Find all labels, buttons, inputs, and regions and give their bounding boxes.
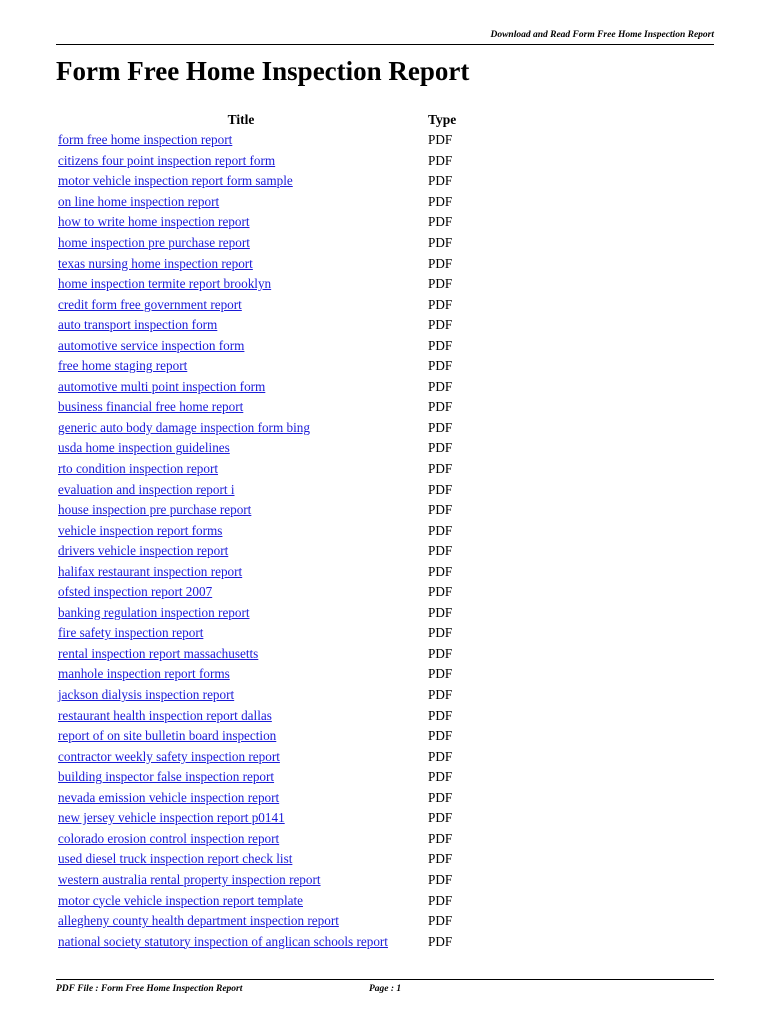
table-row <box>56 315 456 336</box>
column-header-type: Type <box>428 112 457 127</box>
title-cell <box>56 705 426 726</box>
table-row <box>56 561 456 582</box>
file-type-label: PDF <box>428 502 453 518</box>
table-row <box>56 294 456 315</box>
file-type-label: PDF <box>428 132 453 148</box>
document-link[interactable]: banking regulation inspection report <box>58 604 250 620</box>
table-row <box>56 603 456 624</box>
document-link[interactable]: home inspection termite report brooklyn <box>58 276 272 292</box>
document-link[interactable]: jackson dialysis inspection report <box>58 687 235 703</box>
document-link[interactable]: manhole inspection report forms <box>58 666 230 682</box>
title-cell <box>56 294 426 315</box>
file-type-label: PDF <box>428 419 453 435</box>
title-cell <box>56 459 426 480</box>
table-row <box>56 130 456 151</box>
file-type-label: PDF <box>428 789 453 805</box>
document-link[interactable]: fire safety inspection report <box>58 625 204 641</box>
document-link[interactable]: colorado erosion control inspection report <box>58 830 280 846</box>
title-cell <box>56 233 426 254</box>
file-type-label: PDF <box>428 173 453 189</box>
title-cell <box>56 151 426 172</box>
document-link[interactable]: contractor weekly safety inspection report <box>58 748 280 764</box>
document-link[interactable]: used diesel truck inspection report check list <box>58 851 293 867</box>
file-type-label: PDF <box>428 851 453 867</box>
file-type-label: PDF <box>428 317 453 333</box>
table-header-row <box>56 110 456 130</box>
document-link[interactable]: usda home inspection guidelines <box>58 440 230 456</box>
title-cell <box>56 603 426 624</box>
table-row <box>56 192 456 213</box>
title-cell <box>56 870 426 891</box>
document-link[interactable]: building inspector false inspection report <box>58 769 275 785</box>
table-row <box>56 520 456 541</box>
table-row <box>56 459 456 480</box>
title-cell <box>56 377 426 398</box>
document-list-table <box>56 110 456 952</box>
file-type-label: PDF <box>428 440 453 456</box>
table-row <box>56 746 456 767</box>
title-cell <box>56 582 426 603</box>
document-link[interactable]: halifax restaurant inspection report <box>58 563 243 579</box>
table-row <box>56 623 456 644</box>
file-type-label: PDF <box>428 296 453 312</box>
table-row <box>56 890 456 911</box>
file-type-label: PDF <box>428 358 453 374</box>
title-cell <box>56 212 426 233</box>
document-link[interactable]: house inspection pre purchase report <box>58 502 252 518</box>
document-link[interactable]: rental inspection report massachusetts <box>58 645 259 661</box>
document-link[interactable]: generic auto body damage inspection form bing <box>58 419 310 435</box>
title-cell <box>56 890 426 911</box>
title-cell <box>56 623 426 644</box>
document-link[interactable]: national society statutory inspection of anglican schools report <box>58 933 388 949</box>
title-cell <box>56 911 426 932</box>
title-cell <box>56 931 426 952</box>
document-link[interactable]: form free home inspection report <box>58 132 233 148</box>
file-type-label: PDF <box>428 645 453 661</box>
file-type-label: PDF <box>428 152 453 168</box>
title-cell <box>56 726 426 747</box>
file-type-label: PDF <box>428 748 453 764</box>
document-link[interactable]: how to write home inspection report <box>58 214 250 230</box>
title-cell <box>56 664 426 685</box>
title-cell <box>56 644 426 665</box>
document-link[interactable]: rto condition inspection report <box>58 461 219 477</box>
title-cell <box>56 788 426 809</box>
table-row <box>56 438 456 459</box>
table-row <box>56 335 456 356</box>
table-row <box>56 808 456 829</box>
file-type-label: PDF <box>428 913 453 929</box>
document-link[interactable]: free home staging report <box>58 358 188 374</box>
title-cell <box>56 767 426 788</box>
footer-file-label: PDF File : Form Free Home Inspection Report <box>56 984 243 994</box>
footer-page-number: Page : 1 <box>369 984 402 994</box>
title-cell <box>56 418 426 439</box>
file-type-label: PDF <box>428 193 453 209</box>
document-link[interactable]: report of on site bulletin board inspection <box>58 728 277 744</box>
table-row <box>56 212 456 233</box>
file-type-label: PDF <box>428 625 453 641</box>
table-row <box>56 397 456 418</box>
table-row <box>56 418 456 439</box>
table-row <box>56 253 456 274</box>
document-link[interactable]: restaurant health inspection report dallas <box>58 707 272 723</box>
table-row <box>56 233 456 254</box>
file-type-label: PDF <box>428 687 453 703</box>
document-link[interactable]: drivers vehicle inspection report <box>58 543 229 559</box>
file-type-label: PDF <box>428 563 453 579</box>
file-type-label: PDF <box>428 543 453 559</box>
document-link[interactable]: on line home inspection report <box>58 193 220 209</box>
table-row <box>56 541 456 562</box>
file-type-label: PDF <box>428 933 453 949</box>
file-type-label: PDF <box>428 769 453 785</box>
file-type-label: PDF <box>428 235 453 250</box>
running-header: Download and Read Form Free Home Inspection Report <box>490 30 714 40</box>
document-link[interactable]: automotive multi point inspection form <box>58 378 266 394</box>
title-cell <box>56 685 426 706</box>
file-type-label: PDF <box>428 337 453 353</box>
document-link[interactable]: credit form free government report <box>58 296 242 312</box>
file-type-label: PDF <box>428 522 453 538</box>
document-link[interactable]: western australia rental property inspection report <box>58 871 321 887</box>
file-type-label: PDF <box>428 481 453 497</box>
title-cell <box>56 315 426 336</box>
title-cell <box>56 541 426 562</box>
title-cell <box>56 130 426 151</box>
document-link[interactable]: home inspection pre purchase report <box>58 235 250 250</box>
footer-divider <box>56 979 714 980</box>
table-row <box>56 171 456 192</box>
title-cell <box>56 808 426 829</box>
table-row <box>56 829 456 850</box>
file-type-label: PDF <box>428 214 453 230</box>
file-type-label: PDF <box>428 399 453 415</box>
file-type-label: PDF <box>428 728 453 744</box>
table-row <box>56 726 456 747</box>
document-link[interactable]: auto transport inspection form <box>58 317 218 333</box>
table-body <box>56 130 456 952</box>
document-link[interactable]: new jersey vehicle inspection report p0141 <box>58 810 285 826</box>
table-row <box>56 685 456 706</box>
file-type-label: PDF <box>428 461 453 477</box>
page-title: Form Free Home Inspection Report <box>56 56 470 86</box>
table-row <box>56 849 456 870</box>
file-type-label: PDF <box>428 892 453 908</box>
title-cell <box>56 171 426 192</box>
title-cell <box>56 274 426 295</box>
file-type-label: PDF <box>428 584 453 600</box>
file-type-label: PDF <box>428 604 453 620</box>
title-cell <box>56 479 426 500</box>
file-type-label: PDF <box>428 707 453 723</box>
title-cell <box>56 829 426 850</box>
table-row <box>56 664 456 685</box>
table-row <box>56 479 456 500</box>
document-link[interactable]: motor cycle vehicle inspection report template <box>58 892 303 908</box>
file-type-label: PDF <box>428 276 453 292</box>
title-cell <box>56 746 426 767</box>
table-row <box>56 582 456 603</box>
table-row <box>56 274 456 295</box>
file-type-label: PDF <box>428 666 453 682</box>
table-row <box>56 931 456 952</box>
title-cell <box>56 438 426 459</box>
document-link[interactable]: automotive service inspection form <box>58 337 245 353</box>
document-link[interactable]: vehicle inspection report forms <box>58 522 223 538</box>
table-row <box>56 151 456 172</box>
document-link[interactable]: motor vehicle inspection report form sample <box>58 173 293 189</box>
document-link[interactable]: allegheny county health department inspection report <box>58 913 339 929</box>
file-type-label: PDF <box>428 255 453 271</box>
title-cell <box>56 520 426 541</box>
title-cell <box>56 397 426 418</box>
title-cell <box>56 356 426 377</box>
table-row <box>56 644 456 665</box>
file-type-label: PDF <box>428 810 453 826</box>
file-type-label: PDF <box>428 830 453 846</box>
document-link[interactable]: citizens four point inspection report form <box>58 152 276 168</box>
header-divider <box>56 44 714 45</box>
table-row <box>56 377 456 398</box>
document-link[interactable]: texas nursing home inspection report <box>58 255 253 271</box>
file-type-label: PDF <box>428 378 453 394</box>
document-link[interactable]: business financial free home report <box>58 399 244 415</box>
title-cell <box>56 561 426 582</box>
document-link[interactable]: ofsted inspection report 2007 <box>58 584 213 600</box>
document-link[interactable]: nevada emission vehicle inspection report <box>58 789 280 805</box>
table-row <box>56 500 456 521</box>
title-cell <box>56 500 426 521</box>
title-cell <box>56 253 426 274</box>
document-link[interactable]: evaluation and inspection report i <box>58 481 235 497</box>
table-row <box>56 788 456 809</box>
table-row <box>56 356 456 377</box>
file-type-label: PDF <box>428 871 453 887</box>
table-row <box>56 911 456 932</box>
table-row <box>56 705 456 726</box>
table-row <box>56 767 456 788</box>
table-row <box>56 870 456 891</box>
title-cell <box>56 192 426 213</box>
title-cell <box>56 335 426 356</box>
column-header-title: Title <box>227 112 255 127</box>
title-cell <box>56 849 426 870</box>
